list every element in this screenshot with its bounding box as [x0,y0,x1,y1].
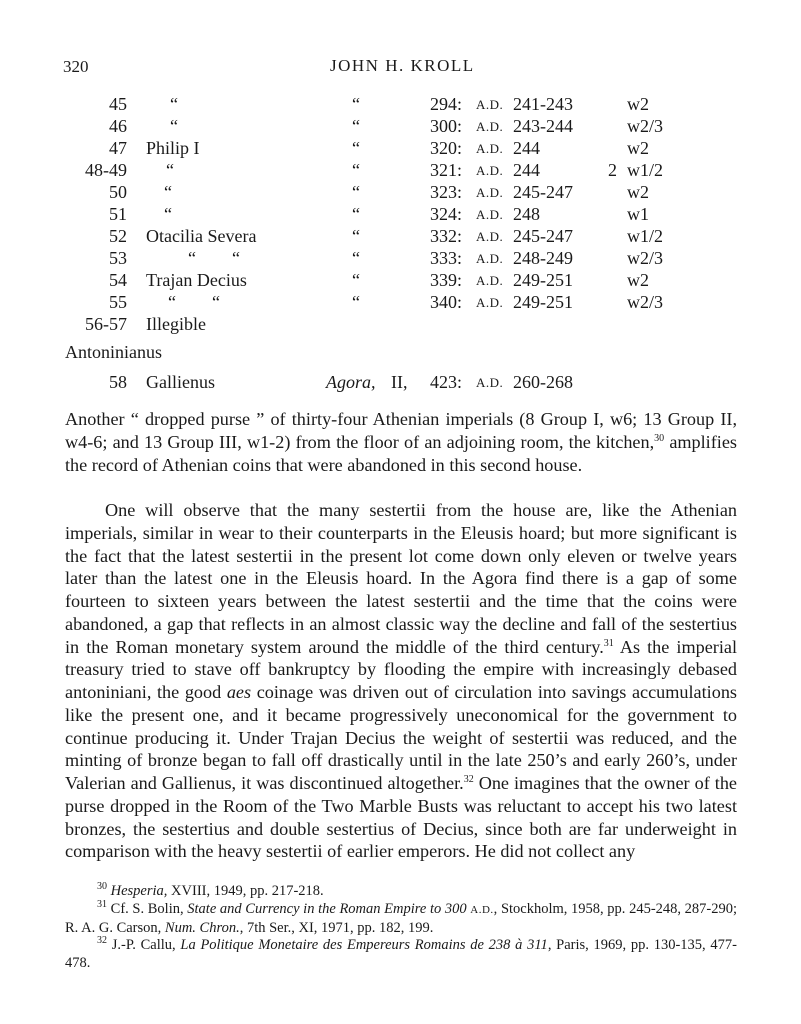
wear-grade: w1 [627,204,649,224]
wear-grade: w1/2 [627,226,663,246]
catalog-number: 47 [109,138,127,158]
wear-grade: w2 [627,270,649,290]
source-ditto: “ [352,204,360,224]
source-volume: II, [391,372,408,392]
table-row [0,226,801,248]
emperor-name: “ “ [188,248,240,268]
emperor-name: “ [164,182,172,202]
date-range: 244 [513,160,540,180]
catalog-number: 58 [109,372,127,392]
table-row [0,314,801,336]
emperor-name: “ [166,160,174,180]
running-title: JOHN H. KROLL [330,56,475,75]
source-ditto: “ [352,94,360,114]
paragraph-text: coinage was driven out of circulation into savings accumulations like the present one, and it became progressively uneconomical for the government to continue producing it. Under Trajan Decius the weight of sestertii was reduced, and the minting of bronze began to fall off drastically until in the late 250’s and early 260’s, under Valerian and Gallienus, it was discontinued altogether. [65,682,737,793]
footnote-text: Cf. S. Bolin, [110,901,188,917]
date-range: 249-251 [513,270,573,290]
reference-number: 323: [429,182,462,202]
wear-grade: w2 [627,138,649,158]
emperor-name: Gallienus [146,372,215,392]
table-row-antoninianus [0,372,801,394]
catalog-number: 51 [109,204,127,224]
footnote-ref: 30 [654,432,665,444]
catalog-number: 53 [109,248,127,268]
date-range: 248 [513,204,540,224]
era-label: A.D. [476,251,504,266]
footnote-32 [65,937,737,972]
footnote-text: XVIII, 1949, pp. 217-218. [167,883,324,899]
reference-number: 423: [429,372,462,392]
footnote-title: State and Currency in the Roman Empire to 300 [187,901,467,917]
wear-grade: w2/3 [627,116,663,136]
footnote-number: 30 [97,881,107,893]
reference-number: 300: [429,116,462,136]
reference-number: 320: [429,138,462,158]
catalog-number: 45 [109,94,127,114]
date-range: 248-249 [513,248,573,268]
footnote-text: , 7th Ser., XI, 1971, pp. 182, 199. [239,919,434,936]
catalog-number: 46 [109,116,127,136]
era-label: A.D. [476,119,504,134]
table-row [0,138,801,160]
era-label: A.D. [476,97,504,112]
reference-number: 294: [429,94,462,114]
wear-grade: w1/2 [627,160,663,180]
paragraph-text: Another “ dropped purse ” of thirty-four Athenian imperials (8 Group I, w6; 13 Group II, w4-6; and 13 Group III, w1-2) from the floor of an adjoining room, the kitchen, [65,409,737,452]
italic-term: aes [226,682,252,702]
era-label: A.D. [476,295,504,310]
paragraph-text: As the imperial treasury tried to stave off bankruptcy by flooding the empire with increasingly debased antoniniani, the good [65,636,738,702]
footnote-text: , Paris, 1969, pp. 130-135, 477-478. [65,937,737,971]
emperor-name: “ [164,204,172,224]
table-row [0,292,801,314]
section-heading: Antoninianus [65,342,162,362]
table-row [0,182,801,204]
date-range: 244 [513,138,540,158]
reference-number: 332: [429,226,462,246]
source-ditto: “ [352,116,360,136]
table-row [0,270,801,292]
table-row [0,204,801,226]
footnote-30 [97,883,737,901]
table-row [0,94,801,116]
era-label: A.D. [476,273,504,288]
footnote-ref: 32 [463,773,474,785]
body-paragraph [65,499,737,863]
source-ditto: “ [352,226,360,246]
date-range: 249-251 [513,292,573,312]
body-paragraph [65,408,737,476]
table-row [0,248,801,270]
emperor-name: Trajan Decius [146,270,247,290]
emperor-name: Otacilia Severa [146,226,257,246]
source-ditto: “ [352,182,360,202]
era-label: A.D. [476,375,504,390]
catalog-number: 52 [109,226,127,246]
wear-grade: w2/3 [627,292,663,312]
emperor-name: Illegible [146,314,206,334]
source-ditto: “ [352,292,360,312]
page-number: 320 [63,57,89,76]
reference-number: 340: [429,292,462,312]
coin-count: 2 [608,160,617,180]
wear-grade: w2 [627,182,649,202]
era-label: A.D. [476,163,504,178]
reference-number: 324: [429,204,462,224]
era-label: A.D. [476,185,504,200]
footnote-ref: 31 [603,637,614,649]
date-range: 243-244 [513,116,573,136]
date-range: 245-247 [513,226,573,246]
date-range: 241-243 [513,94,573,114]
footnote-number: 31 [97,899,107,911]
paragraph-text: amplifies the record of Athenian coins that were abandoned in this second house. [65,431,737,475]
catalog-number: 50 [109,182,127,202]
reference-number: 339: [429,270,462,290]
footnote-journal: Num. Chron. [164,919,240,936]
source-ditto: “ [352,270,360,290]
catalog-number: 55 [109,292,127,312]
era-label: A.D. [476,207,504,222]
footnote-text: J.-P. Callu, [111,937,181,953]
catalog-number: 48-49 [85,160,127,180]
emperor-name: Philip I [146,138,200,158]
reference-number: 333: [429,248,462,268]
emperor-name: “ [170,94,178,114]
paragraph-text: One will observe that the many sestertii from the house are, like the Athenian imperials, similar in wear to their counterparts in the Eleusis hoard; but more significant is the fact that the latest sestertii in the present lot come down only eleven or twelve years later than the latest one in the Eleusis hoard. In the Agora find there is a gap of some fourteen to sixteen years between the latest sestertii and the time that the coins were abandoned, a gap that reflects in an almost classic way the decline and fall of the sestertius in the Roman monetary system around the middle of the third century. [65,500,737,657]
source-ditto: “ [352,160,360,180]
footnote-title: La Politique Monetaire des Empereurs Romains de 238 à 311 [180,937,548,953]
footnote-number: 32 [97,935,107,947]
footnote-text: , Stockholm, 1958, pp. 245-248, 287-290; R. A. G. Carson, [65,901,738,936]
table-row [0,116,801,138]
emperor-name: “ [170,116,178,136]
footnote-title: Hesperia, [110,883,168,899]
era-label: A.D. [476,229,504,244]
footnote-31 [65,901,737,937]
catalog-number: 54 [109,270,127,290]
reference-number: 321: [429,160,462,180]
source-ditto: “ [352,138,360,158]
era-label: A.D. [470,904,494,916]
table-row [0,160,801,182]
era-label: A.D. [476,141,504,156]
wear-grade: w2 [627,94,649,114]
date-range: 260-268 [513,372,573,392]
emperor-name: “ “ [168,292,220,312]
catalog-number: 56-57 [85,314,127,334]
source-title: Agora, [326,372,376,392]
date-range: 245-247 [513,182,573,202]
wear-grade: w2/3 [627,248,663,268]
paragraph-text: One imagines that the owner of the purse dropped in the Room of the Two Marble Busts was reluctant to accept his two latest bronzes, the sestertius and double sestertius of Decius, since both are far underweight in comparison with the heavy sestertii of earlier emperors. He did not collect any [65,773,737,862]
source-ditto: “ [352,248,360,268]
